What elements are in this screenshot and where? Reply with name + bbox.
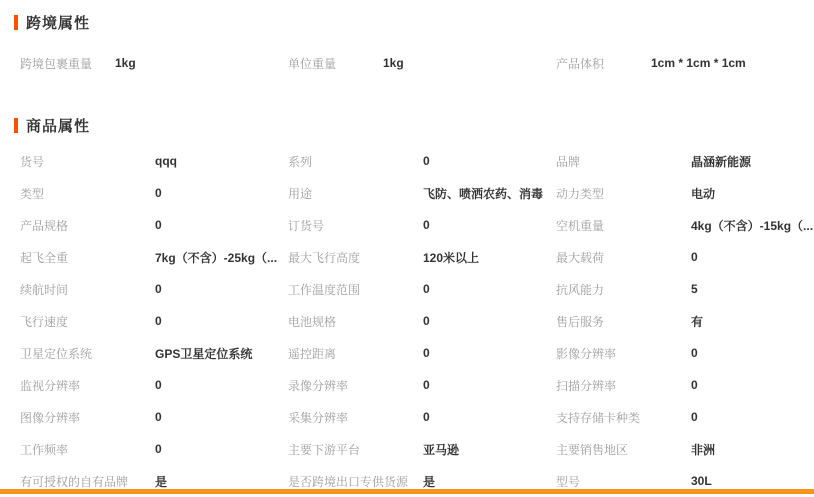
attribute-cell	[556, 273, 814, 305]
attribute-label: 货号	[20, 154, 45, 169]
attribute-label: 有可授权的自有品牌	[20, 474, 129, 489]
attribute-label: 是否跨境出口专供货源	[288, 474, 409, 489]
attribute-cell	[20, 337, 288, 369]
attribute-value: GPS卫星定位系统	[155, 346, 253, 361]
attribute-value: 1cm * 1cm * 1cm	[651, 56, 746, 70]
attribute-value: 0	[423, 346, 430, 360]
section-title: 商品属性	[26, 118, 91, 135]
attribute-cell	[288, 337, 556, 369]
attribute-label: 电池规格	[288, 314, 337, 329]
attribute-label: 监视分辨率	[20, 378, 81, 393]
attribute-cell	[556, 337, 814, 369]
product-attribute-grid	[0, 145, 814, 497]
attribute-cell	[556, 433, 814, 465]
attribute-label: 用途	[288, 186, 313, 201]
attribute-value: 4kg（不含）-15kg（...	[691, 218, 814, 233]
attribute-cell	[556, 401, 814, 433]
attribute-label: 单位重量	[288, 56, 337, 71]
attribute-value: 有	[691, 314, 704, 329]
attribute-label: 最大飞行高度	[288, 250, 361, 265]
attribute-value: 0	[155, 282, 162, 296]
attribute-value: 1kg	[383, 56, 404, 70]
attribute-label: 主要下游平台	[288, 442, 361, 457]
attribute-value: 7kg（不含）-25kg（...	[155, 250, 278, 265]
attribute-label: 订货号	[288, 218, 325, 233]
attribute-cell	[556, 305, 814, 337]
attribute-label: 遥控距离	[288, 346, 337, 361]
attribute-value: 0	[691, 250, 698, 264]
attribute-cell	[20, 433, 288, 465]
attribute-value: 飞防、喷洒农药、消毒	[423, 186, 544, 201]
attribute-cell	[288, 241, 556, 273]
attribute-label: 工作温度范围	[288, 282, 361, 297]
attribute-value: 0	[155, 186, 162, 200]
attribute-value: 是	[423, 474, 436, 489]
attribute-value: 电动	[691, 186, 716, 201]
attribute-label: 空机重量	[556, 218, 605, 233]
attribute-value: qqq	[155, 154, 177, 168]
section-marker-bar	[14, 118, 18, 133]
attribute-label: 抗风能力	[556, 282, 605, 297]
attribute-label: 续航时间	[20, 282, 69, 297]
attribute-label: 系列	[288, 154, 313, 169]
attribute-value: 0	[423, 314, 430, 328]
attribute-cell	[288, 209, 556, 241]
cross-border-attributes-section	[0, 0, 814, 79]
attribute-label: 主要销售地区	[556, 442, 629, 457]
attribute-cell	[20, 47, 288, 79]
attribute-value: 0	[691, 346, 698, 360]
attribute-cell	[20, 305, 288, 337]
attribute-value: 0	[423, 410, 430, 424]
attribute-label: 类型	[20, 186, 45, 201]
attribute-cell	[20, 209, 288, 241]
product-attributes-section	[0, 115, 814, 497]
attribute-cell	[288, 369, 556, 401]
attribute-label: 品牌	[556, 154, 581, 169]
attribute-cell	[288, 177, 556, 209]
attribute-value: 亚马逊	[423, 442, 460, 457]
attribute-label: 录像分辨率	[288, 378, 349, 393]
attribute-value: 0	[423, 154, 430, 168]
attribute-label: 动力类型	[556, 186, 605, 201]
attribute-label: 采集分辨率	[288, 410, 349, 425]
attribute-value: 非洲	[691, 442, 716, 457]
attribute-value: 是	[155, 474, 168, 489]
attribute-cell	[556, 47, 814, 79]
attribute-value: 30L	[691, 474, 712, 488]
section-header	[0, 0, 814, 33]
attribute-cell	[556, 145, 814, 177]
attribute-cell	[20, 369, 288, 401]
attribute-cell	[20, 273, 288, 305]
attribute-cell	[288, 273, 556, 305]
attribute-label: 起飞全重	[20, 250, 69, 265]
attribute-value: 0	[691, 410, 698, 424]
attribute-label: 产品规格	[20, 218, 69, 233]
attribute-label: 工作频率	[20, 442, 69, 457]
attribute-value: 0	[423, 378, 430, 392]
attribute-cell	[20, 241, 288, 273]
attribute-cell	[556, 177, 814, 209]
attribute-cell	[288, 305, 556, 337]
attribute-value: 0	[155, 218, 162, 232]
attribute-value: 0	[155, 378, 162, 392]
attribute-label: 扫描分辨率	[556, 378, 617, 393]
attribute-cell	[20, 401, 288, 433]
attribute-label: 飞行速度	[20, 314, 69, 329]
attribute-cell	[556, 209, 814, 241]
attribute-cell	[20, 177, 288, 209]
attribute-label: 产品体积	[556, 56, 605, 71]
attribute-cell	[556, 241, 814, 273]
attribute-label: 卫星定位系统	[20, 346, 93, 361]
attribute-value: 0	[423, 282, 430, 296]
attribute-value: 0	[155, 314, 162, 328]
attribute-value: 5	[691, 282, 698, 296]
section-marker-bar	[14, 15, 18, 30]
attribute-value: 晶涵新能源	[691, 154, 752, 169]
attribute-value: 0	[691, 378, 698, 392]
attribute-cell	[288, 401, 556, 433]
bottom-accent-bar	[0, 489, 814, 494]
attribute-value: 0	[423, 218, 430, 232]
attribute-label: 最大载荷	[556, 250, 605, 265]
attribute-label: 型号	[556, 474, 581, 489]
attribute-label: 图像分辨率	[20, 410, 81, 425]
attribute-value: 0	[155, 442, 162, 456]
attribute-cell	[20, 145, 288, 177]
attribute-cell	[288, 433, 556, 465]
attribute-cell	[556, 369, 814, 401]
attribute-label: 影像分辨率	[556, 346, 617, 361]
attribute-cell	[288, 47, 556, 79]
attribute-value: 0	[155, 410, 162, 424]
attribute-label: 跨境包裹重量	[20, 56, 93, 71]
attribute-label: 售后服务	[556, 314, 605, 329]
attribute-cell	[288, 145, 556, 177]
attribute-value: 1kg	[115, 56, 136, 70]
cross-border-attribute-grid	[0, 47, 814, 79]
section-title: 跨境属性	[26, 15, 91, 32]
section-header	[0, 115, 814, 136]
attribute-label: 支持存储卡种类	[556, 410, 641, 425]
attribute-value: 120米以上	[423, 250, 480, 265]
